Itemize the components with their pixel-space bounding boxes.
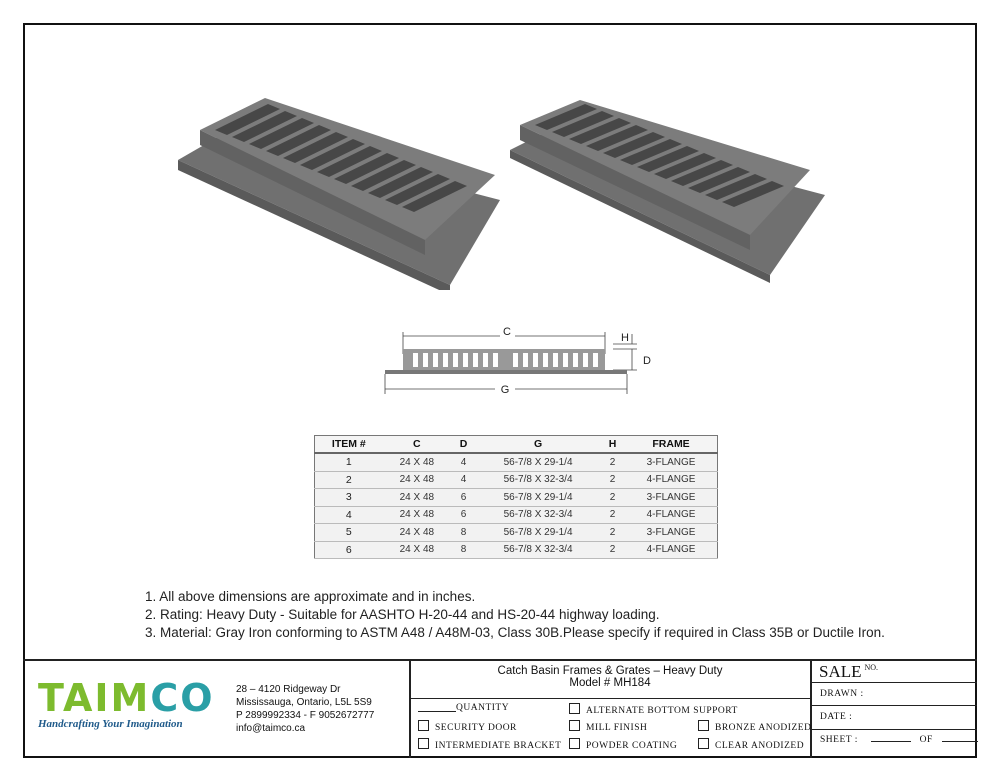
checkbox[interactable] (698, 720, 709, 731)
checkbox[interactable] (569, 720, 580, 731)
cell: 56-7/8 X 32-3/4 (476, 506, 600, 524)
checkbox[interactable] (418, 720, 429, 731)
cell: 4-FLANGE (625, 541, 717, 559)
sheet-field[interactable]: SHEET : OF (820, 735, 978, 745)
cell: 24 X 48 (383, 489, 451, 507)
logo-tagline: Handcrafting Your Imagination (38, 718, 183, 730)
col-header: D (451, 436, 476, 454)
checkbox[interactable] (698, 738, 709, 749)
cell: 8 (451, 524, 476, 542)
cell: 2 (600, 524, 625, 542)
option-intermediate-bracket[interactable]: INTERMEDIATE BRACKET (418, 738, 561, 751)
cell: 56-7/8 X 29-1/4 (476, 524, 600, 542)
table-row (315, 489, 718, 507)
date-field[interactable]: DATE : (820, 712, 853, 722)
section-diagram (375, 322, 665, 402)
email-link[interactable]: info@taimco.ca (236, 723, 306, 734)
cell: 3-FLANGE (625, 453, 717, 471)
company-address: 28 – 4120 Ridgeway Dr Mississauga, Ontario, L5L 5S9 P 2899992334 - F 9052672777 info@taimco.ca (236, 684, 375, 734)
cell: 6 (315, 541, 383, 559)
label-d: D (643, 355, 651, 367)
logo-text: TAIMCO (38, 676, 215, 720)
company-logo (38, 678, 218, 730)
cell: 2 (315, 471, 383, 489)
cell: 4 (315, 506, 383, 524)
option-powder-coating[interactable]: POWDER COATING (569, 738, 677, 751)
cell: 24 X 48 (383, 541, 451, 559)
option-alternate-bottom[interactable]: ALTERNATE BOTTOM SUPPORT (569, 703, 738, 716)
grate-illustration-right (505, 95, 835, 285)
cell: 24 X 48 (383, 471, 451, 489)
table-header-row (315, 436, 718, 454)
cell: 2 (600, 489, 625, 507)
label-h: H (621, 332, 629, 344)
cell: 2 (600, 453, 625, 471)
table-row (315, 524, 718, 542)
cell: 4-FLANGE (625, 471, 717, 489)
cell: 3-FLANGE (625, 524, 717, 542)
note: 2. Rating: Heavy Duty - Suitable for AASHTO H-20-44 and HS-20-44 highway loading. (145, 607, 660, 622)
cell: 6 (451, 489, 476, 507)
cell: 2 (600, 506, 625, 524)
drawn-field[interactable]: DRAWN : (820, 689, 864, 699)
cell: 3 (315, 489, 383, 507)
specification-table (314, 435, 718, 559)
cell: 8 (451, 541, 476, 559)
option-security-door[interactable]: SECURITY DOOR (418, 720, 517, 733)
checkbox[interactable] (569, 703, 580, 714)
cell: 1 (315, 453, 383, 471)
notes (145, 588, 885, 642)
cell: 56-7/8 X 29-1/4 (476, 453, 600, 471)
cell: 24 X 48 (383, 524, 451, 542)
cell: 4 (451, 453, 476, 471)
col-header: G (476, 436, 600, 454)
section-flange (385, 370, 627, 374)
checkbox[interactable] (569, 738, 580, 749)
col-header: FRAME (625, 436, 717, 454)
note: 1. All above dimensions are approximate and in inches. (145, 589, 476, 604)
cell: 5 (315, 524, 383, 542)
cell: 6 (451, 506, 476, 524)
cell: 56-7/8 X 32-3/4 (476, 541, 600, 559)
col-header: ITEM # (315, 436, 383, 454)
option-mill-finish[interactable]: MILL FINISH (569, 720, 647, 733)
label-g: G (500, 384, 510, 396)
table-row (315, 541, 718, 559)
cell: 2 (600, 541, 625, 559)
option-clear-anodized[interactable]: CLEAR ANODIZED (698, 738, 804, 751)
option-bronze-anodized[interactable]: BRONZE ANODIZED (698, 720, 811, 733)
table-row (315, 453, 718, 471)
cell: 24 X 48 (383, 506, 451, 524)
cell: 24 X 48 (383, 453, 451, 471)
cell: 3-FLANGE (625, 489, 717, 507)
sale-label: SALE $^{NO.}$ (819, 662, 879, 681)
cell: 56-7/8 X 29-1/4 (476, 489, 600, 507)
quantity-field[interactable]: QUANTITY (418, 703, 509, 713)
grate-illustration-left (170, 90, 510, 290)
checkbox[interactable] (418, 738, 429, 749)
title-block-divider (23, 659, 977, 661)
cell: 4-FLANGE (625, 506, 717, 524)
cell: 2 (600, 471, 625, 489)
table-row (315, 471, 718, 489)
note: 3. Material: Gray Iron conforming to ASTM A48 / A48M-03, Class 30B.Please specify if required in Class 35B or Ductile Iron. (145, 625, 885, 640)
col-header: C (383, 436, 451, 454)
col-header: H (600, 436, 625, 454)
cell: 56-7/8 X 32-3/4 (476, 471, 600, 489)
cell: 4 (451, 471, 476, 489)
drawing-title: Catch Basin Frames & Grates – Heavy Duty Model # MH184 (497, 665, 723, 689)
table-row (315, 506, 718, 524)
label-c: C (503, 326, 511, 338)
